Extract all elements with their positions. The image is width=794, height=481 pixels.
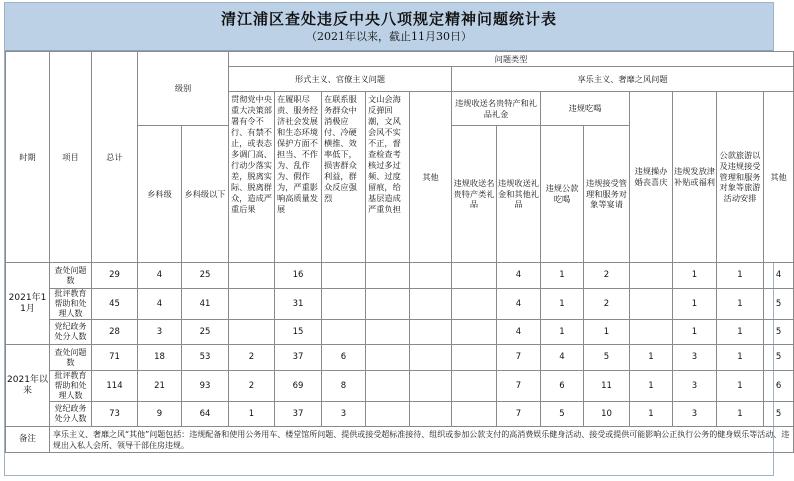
item-cell: 查处问题数 bbox=[50, 263, 92, 289]
value-cell-wedding: 1 bbox=[630, 345, 673, 371]
value-cell-total: 45 bbox=[92, 289, 138, 320]
sheet-subtitle: （2021年以来，截止11月30日） bbox=[306, 30, 472, 43]
value-cell-g-b: 4 bbox=[497, 263, 541, 289]
value-cell-allowance: 1 bbox=[673, 320, 717, 345]
value-cell-m-a: 5 bbox=[541, 402, 584, 427]
value-cell-m-b: 2 bbox=[584, 263, 630, 289]
value-cell-allowance: 1 bbox=[673, 263, 717, 289]
value-cell-f3 bbox=[322, 263, 366, 289]
value-cell-m-a: 6 bbox=[541, 371, 584, 402]
value-cell-f5 bbox=[410, 371, 452, 402]
value-cell-township: 3 bbox=[138, 320, 182, 345]
col-header-problem-type: 问题类型 bbox=[229, 52, 794, 67]
value-cell-g-b: 7 bbox=[497, 345, 541, 371]
value-cell-allowance: 3 bbox=[673, 345, 717, 371]
statistics-sheet bbox=[4, 2, 790, 476]
value-cell-other: 5 bbox=[764, 402, 794, 427]
value-cell-township: 4 bbox=[138, 263, 182, 289]
period-cell: 2021年11月 bbox=[6, 263, 50, 345]
value-cell-township: 21 bbox=[138, 371, 182, 402]
value-cell-travel: 1 bbox=[717, 371, 764, 402]
value-cell-f2: 69 bbox=[275, 371, 322, 402]
value-cell-m-b: 11 bbox=[584, 371, 630, 402]
note-text: 享乐主义、奢靡之风“其他”问题包括：违规配备和使用公务用车、楼堂馆所问题、提供或接受超标准接待、组织或参加公款支付的高消费娱乐健身活动、接受或提供可能影响公正执行公务的健身娱乐等活动、违规出入私人会所、领导干部住房违规。 bbox=[50, 427, 794, 453]
col-header-formalism-group: 形式主义、官僚主义问题 bbox=[229, 67, 452, 92]
value-cell-f3: 6 bbox=[322, 345, 366, 371]
value-cell-f2: 15 bbox=[275, 320, 322, 345]
value-cell-total: 28 bbox=[92, 320, 138, 345]
value-cell-below: 53 bbox=[182, 345, 229, 371]
value-cell-f1 bbox=[229, 289, 275, 320]
item-cell: 批评教育帮助和处理人数 bbox=[50, 289, 92, 320]
col-header-f5: 其他 bbox=[410, 92, 452, 263]
table-row bbox=[6, 402, 794, 427]
value-cell-f4 bbox=[366, 289, 410, 320]
value-cell-m-b: 2 bbox=[584, 289, 630, 320]
sheet-title: 清江浦区查处违反中央八项规定精神问题统计表 bbox=[220, 10, 557, 28]
value-cell-township: 4 bbox=[138, 289, 182, 320]
value-cell-f4 bbox=[366, 263, 410, 289]
value-cell-below: 64 bbox=[182, 402, 229, 427]
col-header-level-below: 乡科级以下 bbox=[182, 126, 229, 263]
period-cell: 2021年以来 bbox=[6, 345, 50, 427]
value-cell-m-b: 1 bbox=[584, 320, 630, 345]
value-cell-f3 bbox=[322, 320, 366, 345]
col-header-f4: 文山会海反弹回潮，文风会风不实不正，督查检查考核过多过频、过度留痕，给基层造成严重负担 bbox=[366, 92, 410, 263]
value-cell-f4 bbox=[366, 320, 410, 345]
value-cell-travel: 1 bbox=[717, 263, 764, 289]
value-cell-travel: 1 bbox=[717, 320, 764, 345]
value-cell-travel: 1 bbox=[717, 345, 764, 371]
value-cell-below: 93 bbox=[182, 371, 229, 402]
col-header-meal-b: 违规接受管理和服务对象等宴请 bbox=[584, 126, 630, 263]
col-header-total: 总计 bbox=[92, 52, 138, 263]
value-cell-g-a bbox=[452, 320, 497, 345]
value-cell-f5 bbox=[410, 402, 452, 427]
value-cell-allowance: 3 bbox=[673, 402, 717, 427]
value-cell-f1: 1 bbox=[229, 402, 275, 427]
value-cell-below: 25 bbox=[182, 320, 229, 345]
value-cell-total: 71 bbox=[92, 345, 138, 371]
item-cell: 查处问题数 bbox=[50, 345, 92, 371]
col-header-hedonism-group: 享乐主义、奢靡之风问题 bbox=[452, 67, 794, 92]
value-cell-f4 bbox=[366, 371, 410, 402]
value-cell-travel: 1 bbox=[717, 402, 764, 427]
value-cell-total: 29 bbox=[92, 263, 138, 289]
value-cell-f5 bbox=[410, 345, 452, 371]
value-cell-g-b: 4 bbox=[497, 289, 541, 320]
value-cell-total: 114 bbox=[92, 371, 138, 402]
col-header-travel: 公款旅游以及违规接受管理和服务对象等旅游活动安排 bbox=[717, 92, 764, 263]
value-cell-g-a bbox=[452, 263, 497, 289]
value-cell-below: 25 bbox=[182, 263, 229, 289]
value-cell-f5 bbox=[410, 263, 452, 289]
value-cell-wedding: 1 bbox=[630, 402, 673, 427]
value-cell-f5 bbox=[410, 320, 452, 345]
col-header-h-other: 其他 bbox=[764, 92, 794, 263]
value-cell-township: 9 bbox=[138, 402, 182, 427]
col-header-meal: 违规吃喝 bbox=[541, 92, 630, 126]
value-cell-m-b: 10 bbox=[584, 402, 630, 427]
value-cell-other: 4 bbox=[764, 263, 794, 289]
value-cell-g-b: 7 bbox=[497, 371, 541, 402]
item-cell: 党纪政务处分人数 bbox=[50, 320, 92, 345]
value-cell-m-a: 1 bbox=[541, 263, 584, 289]
col-header-wedding: 违规操办婚丧喜庆 bbox=[630, 92, 673, 263]
col-header-allowance: 违规发放津补贴或福利 bbox=[673, 92, 717, 263]
statistics-table bbox=[5, 51, 794, 453]
value-cell-m-a: 1 bbox=[541, 289, 584, 320]
table-row bbox=[6, 263, 794, 289]
value-cell-f5 bbox=[410, 289, 452, 320]
value-cell-g-a bbox=[452, 289, 497, 320]
item-cell: 党纪政务处分人数 bbox=[50, 402, 92, 427]
col-header-level: 级别 bbox=[138, 52, 229, 126]
value-cell-wedding bbox=[630, 263, 673, 289]
col-header-period: 时期 bbox=[6, 52, 50, 263]
value-cell-g-b: 7 bbox=[497, 402, 541, 427]
value-cell-m-b: 5 bbox=[584, 345, 630, 371]
item-cell: 批评教育帮助和处理人数 bbox=[50, 371, 92, 402]
note-label: 备注 bbox=[6, 427, 50, 453]
col-header-item: 项目 bbox=[50, 52, 92, 263]
value-cell-f4 bbox=[366, 345, 410, 371]
value-cell-wedding bbox=[630, 289, 673, 320]
value-cell-f3 bbox=[322, 289, 366, 320]
value-cell-g-a bbox=[452, 371, 497, 402]
value-cell-f2: 31 bbox=[275, 289, 322, 320]
value-cell-wedding bbox=[630, 320, 673, 345]
table-row bbox=[6, 289, 794, 320]
value-cell-f1 bbox=[229, 263, 275, 289]
col-header-meal-a: 违规公款吃喝 bbox=[541, 126, 584, 263]
value-cell-f3: 8 bbox=[322, 371, 366, 402]
value-cell-other: 5 bbox=[764, 289, 794, 320]
value-cell-other: 5 bbox=[764, 320, 794, 345]
value-cell-township: 18 bbox=[138, 345, 182, 371]
value-cell-g-a bbox=[452, 345, 497, 371]
value-cell-f1 bbox=[229, 320, 275, 345]
table-row bbox=[6, 320, 794, 345]
value-cell-m-a: 4 bbox=[541, 345, 584, 371]
value-cell-f2: 16 bbox=[275, 263, 322, 289]
col-header-gift-a: 违规收送名贵特产类礼品 bbox=[452, 126, 497, 263]
value-cell-g-b: 4 bbox=[497, 320, 541, 345]
value-cell-allowance: 3 bbox=[673, 371, 717, 402]
note-row bbox=[6, 427, 794, 453]
value-cell-other: 5 bbox=[764, 345, 794, 371]
value-cell-other: 6 bbox=[764, 371, 794, 402]
table-row bbox=[6, 345, 794, 371]
value-cell-wedding: 1 bbox=[630, 371, 673, 402]
col-header-f3: 在联系服务群众中消极应付、冷硬横推、效率低下，损害群众利益，群众反应强烈 bbox=[322, 92, 366, 263]
col-header-gift: 违规收送名贵特产和礼品礼金 bbox=[452, 92, 541, 126]
value-cell-f1: 2 bbox=[229, 345, 275, 371]
value-cell-f2: 37 bbox=[275, 345, 322, 371]
value-cell-total: 73 bbox=[92, 402, 138, 427]
col-header-f1: 贯彻党中央重大决策部署有令不行、有禁不止，或表态多调门高、行动少落实差，脱离实际、脱离群众，造成严重后果 bbox=[229, 92, 275, 263]
value-cell-f3: 3 bbox=[322, 402, 366, 427]
value-cell-g-a bbox=[452, 402, 497, 427]
value-cell-m-a: 1 bbox=[541, 320, 584, 345]
title-band bbox=[5, 3, 773, 51]
value-cell-f4 bbox=[366, 402, 410, 427]
value-cell-travel: 1 bbox=[717, 289, 764, 320]
col-header-level-township: 乡科级 bbox=[138, 126, 182, 263]
value-cell-f2: 37 bbox=[275, 402, 322, 427]
value-cell-below: 41 bbox=[182, 289, 229, 320]
col-header-gift-b: 违规收送礼金和其他礼品 bbox=[497, 126, 541, 263]
value-cell-allowance: 1 bbox=[673, 289, 717, 320]
col-header-f2: 在履职尽责、服务经济社会发展和生态环境保护方面不担当、不作为、乱作为、假作为，严重影响高质量发展 bbox=[275, 92, 322, 263]
table-row bbox=[6, 371, 794, 402]
value-cell-f1: 2 bbox=[229, 371, 275, 402]
